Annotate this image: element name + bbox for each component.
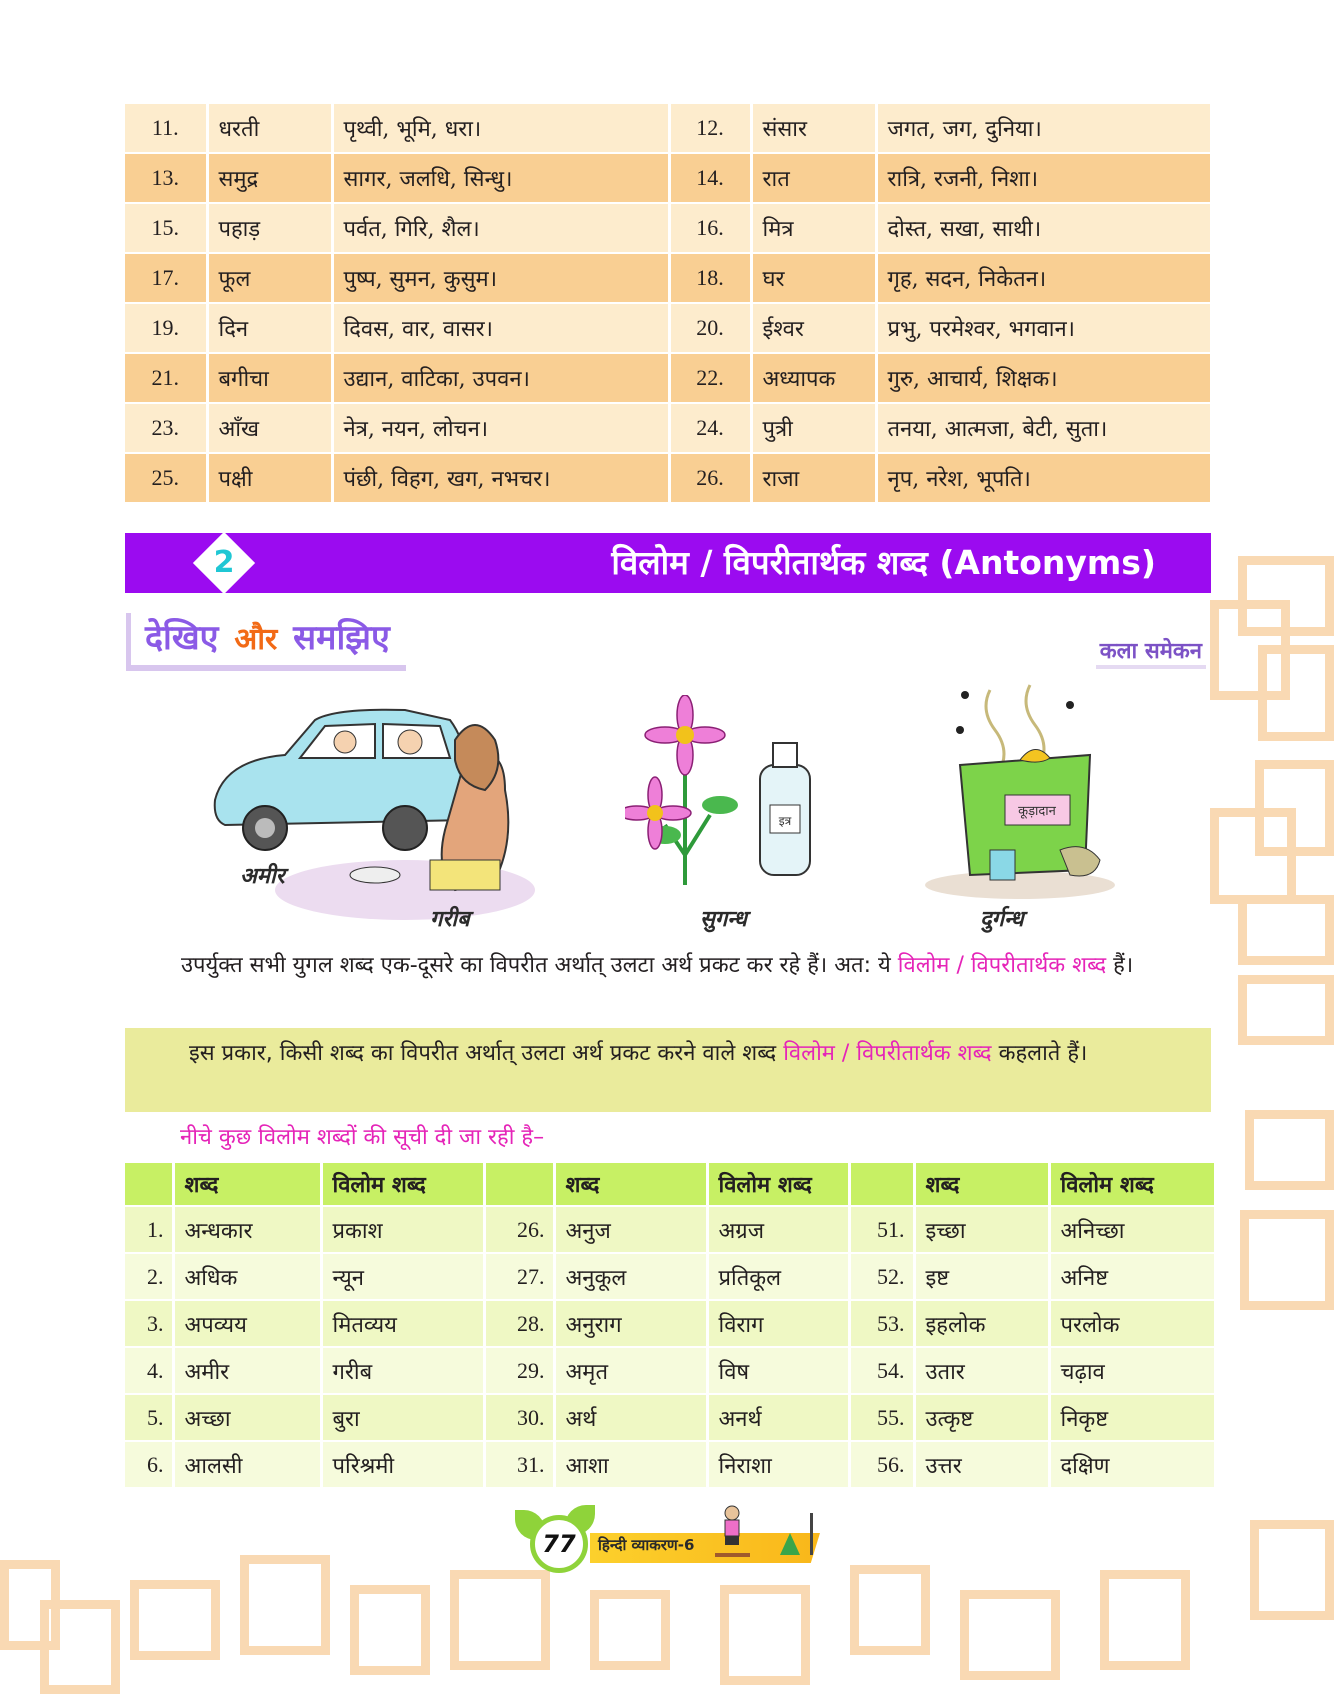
row-number: 19. [125,303,207,353]
list-intro: नीचे कुछ विलोम शब्दों की सूची दी जा रही है– [180,1125,545,1150]
header-antonym: विलोम शब्द [707,1163,849,1206]
flowers-and-perfume-illustration [625,695,825,895]
decorative-frame [1240,1210,1334,1310]
synonyms-cell: रात्रि, रजनी, निशा। [876,153,1211,203]
antonym-cell: अग्रज [707,1206,849,1253]
antonym-cell: गरीब [321,1347,484,1394]
word-cell: अधिक [173,1253,321,1300]
row-number: 12. [669,104,751,153]
row-number: 51. [849,1206,914,1253]
word-cell: फूल [207,253,332,303]
decorative-frame [350,1585,430,1675]
header-num [125,1163,173,1206]
word-cell: अध्यापक [751,353,876,403]
word-cell: उतार [914,1347,1049,1394]
table-row [125,353,1211,403]
row-number: 55. [849,1394,914,1441]
word-cell: राजा [751,453,876,503]
see-label-part3: समझिए [293,618,390,658]
word-cell: आलसी [173,1441,321,1488]
table-row [125,104,1211,153]
table-row [125,1206,1215,1253]
word-cell: धरती [207,104,332,153]
decorative-frame [1210,808,1296,904]
word-cell: अपव्यय [173,1300,321,1347]
word-cell: पुत्री [751,403,876,453]
table-row [125,1253,1215,1300]
antonym-cell: न्यून [321,1253,484,1300]
row-number: 26. [669,453,751,503]
decorative-frame [450,1570,550,1670]
row-number: 27. [484,1253,554,1300]
antonym-cell: परिश्रमी [321,1441,484,1488]
perfume-label: इत्र [778,814,792,828]
word-cell: आशा [554,1441,707,1488]
header-antonym: विलोम शब्द [321,1163,484,1206]
antonym-cell: बुरा [321,1394,484,1441]
word-cell: दिन [207,303,332,353]
antonym-cell: परलोक [1049,1300,1215,1347]
word-cell: इच्छा [914,1206,1049,1253]
row-number: 52. [849,1253,914,1300]
row-number: 56. [849,1441,914,1488]
definition-highlight: विलोम / विपरीतार्थक शब्द [783,1041,992,1066]
row-number: 5. [125,1394,173,1441]
header-num [849,1163,914,1206]
synonyms-cell: पर्वत, गिरि, शैल। [332,203,669,253]
see-label-part2: और [234,622,278,657]
definition-text: इस प्रकार, किसी शब्द का विपरीत अर्थात् उलटा अर्थ प्रकट करने वाले शब्द [189,1041,784,1066]
row-number: 14. [669,153,751,203]
paragraph-text: उपर्युक्त सभी युगल शब्द एक-दूसरे का विपरीत अर्थात् उलटा अर्थ प्रकट कर रहे हैं। अत: ये [181,953,898,978]
word-cell: घर [751,253,876,303]
row-number: 25. [125,453,207,503]
word-cell: अनुकूल [554,1253,707,1300]
car-and-beggar-illustration [205,700,545,930]
word-cell: अमृत [554,1347,707,1394]
table-row [125,1300,1215,1347]
word-cell: पहाड़ [207,203,332,253]
word-cell: बगीचा [207,353,332,403]
row-number: 31. [484,1441,554,1488]
antonym-cell: प्रकाश [321,1206,484,1253]
word-cell: रात [751,153,876,203]
row-number: 1. [125,1206,173,1253]
dustbin-label: कूड़ादान [1018,804,1056,819]
row-number: 4. [125,1347,173,1394]
synonyms-cell: पुष्प, सुमन, कुसुम। [332,253,669,303]
decorative-frame [1250,1520,1334,1620]
caption-stench: दुर्गन्ध [980,907,1024,932]
row-number: 20. [669,303,751,353]
table-row [125,253,1211,303]
row-number: 23. [125,403,207,453]
see-label-part1: देखिए [145,618,219,658]
word-cell: उत्तर [914,1441,1049,1488]
table-row [125,203,1211,253]
table-row [125,1394,1215,1441]
decorative-frame [130,1580,220,1660]
antonym-cell: चढ़ाव [1049,1347,1215,1394]
header-word: शब्द [173,1163,321,1206]
antonym-cell: निकृष्ट [1049,1394,1215,1441]
synonyms-cell: पृथ्वी, भूमि, धरा। [332,104,669,153]
header-antonym: विलोम शब्द [1049,1163,1215,1206]
synonyms-cell: नेत्र, नयन, लोचन। [332,403,669,453]
decorative-frame [1258,645,1334,741]
synonyms-cell: तनया, आत्मजा, बेटी, सुता। [876,403,1211,453]
synonyms-cell: गृह, सदन, निकेतन। [876,253,1211,303]
table-row [125,403,1211,453]
decorative-frame [1245,1110,1334,1190]
caption-poor: गरीब [430,907,470,932]
decorative-frame [40,1600,120,1694]
row-number: 28. [484,1300,554,1347]
antonym-cell: मितव्यय [321,1300,484,1347]
antonym-cell: अनिच्छा [1049,1206,1215,1253]
caption-rich: अमीर [240,864,285,889]
section-number: 2 [213,545,235,580]
row-number: 26. [484,1206,554,1253]
word-cell: समुद्र [207,153,332,203]
row-number: 18. [669,253,751,303]
section-number-badge [190,529,258,597]
decorative-frame [1100,1570,1190,1670]
table-row [125,153,1211,203]
word-cell: संसार [751,104,876,153]
section-title: विलोम / विपरीतार्थक शब्द (Antonyms) [611,543,1156,582]
explanation-paragraph [125,948,1211,984]
header-num [484,1163,554,1206]
antonym-cell: अनर्थ [707,1394,849,1441]
synonym-table [125,104,1213,504]
decorative-frame [1238,975,1334,1045]
table-row [125,1347,1215,1394]
word-cell: अच्छा [173,1394,321,1441]
definition-end: कहलाते हैं। [991,1041,1088,1066]
synonyms-cell: गुरु, आचार्य, शिक्षक। [876,353,1211,403]
table-row [125,453,1211,503]
decorative-frame [1238,895,1334,965]
row-number: 2. [125,1253,173,1300]
decorative-frame [720,1585,810,1685]
table-row [125,303,1211,353]
antonym-cell: प्रतिकूल [707,1253,849,1300]
decorative-frame [960,1590,1060,1680]
synonyms-cell: प्रभु, परमेश्वर, भगवान। [876,303,1211,353]
word-cell: अर्थ [554,1394,707,1441]
paragraph-end: हैं। [1106,953,1134,978]
word-cell: मित्र [751,203,876,253]
word-cell: आँख [207,403,332,453]
table-row [125,1441,1215,1488]
synonyms-cell: नृप, नरेश, भूपति। [876,453,1211,503]
see-and-understand-label [126,613,406,671]
skateboarder-icon [710,1503,820,1563]
art-integration-label: कला समेकन [1096,635,1206,669]
header-word: शब्द [914,1163,1049,1206]
row-number: 11. [125,104,207,153]
antonym-cell: विष [707,1347,849,1394]
word-cell: ईश्वर [751,303,876,353]
word-cell: इष्ट [914,1253,1049,1300]
word-cell: इहलोक [914,1300,1049,1347]
row-number: 54. [849,1347,914,1394]
row-number: 22. [669,353,751,403]
decorative-frame [590,1590,670,1670]
paragraph-highlight: विलोम / विपरीतार्थक शब्द [897,953,1107,978]
antonym-table [125,1163,1217,1489]
row-number: 3. [125,1300,173,1347]
word-cell: अनुराग [554,1300,707,1347]
header-word: शब्द [554,1163,707,1206]
row-number: 30. [484,1394,554,1441]
row-number: 53. [849,1300,914,1347]
row-number: 24. [669,403,751,453]
synonyms-cell: जगत, जग, दुनिया। [876,104,1211,153]
dustbin-illustration [920,670,1120,900]
definition-box [125,1028,1211,1112]
row-number: 6. [125,1441,173,1488]
synonyms-cell: सागर, जलधि, सिन्धु। [332,153,669,203]
row-number: 15. [125,203,207,253]
word-cell: अमीर [173,1347,321,1394]
antonym-cell: अनिष्ट [1049,1253,1215,1300]
antonym-cell: विराग [707,1300,849,1347]
page-number: 77 [530,1515,588,1573]
row-number: 29. [484,1347,554,1394]
synonyms-cell: दिवस, वार, वासर। [332,303,669,353]
word-cell: अनुज [554,1206,707,1253]
row-number: 17. [125,253,207,303]
decorative-frame [850,1565,930,1655]
table-header-row [125,1163,1215,1206]
synonyms-cell: पंछी, विहग, खग, नभचर। [332,453,669,503]
word-cell: उत्कृष्ट [914,1394,1049,1441]
section-header [125,533,1211,593]
antonym-cell: निराशा [707,1441,849,1488]
book-title: हिन्दी व्याकरण-6 [598,1536,695,1554]
row-number: 13. [125,153,207,203]
decorative-frame [240,1555,330,1655]
synonyms-cell: दोस्त, सखा, साथी। [876,203,1211,253]
synonyms-cell: उद्यान, वाटिका, उपवन। [332,353,669,403]
caption-fragrance: सुगन्ध [700,907,747,932]
antonym-cell: दक्षिण [1049,1441,1215,1488]
word-cell: पक्षी [207,453,332,503]
row-number: 21. [125,353,207,403]
row-number: 16. [669,203,751,253]
word-cell: अन्धकार [173,1206,321,1253]
